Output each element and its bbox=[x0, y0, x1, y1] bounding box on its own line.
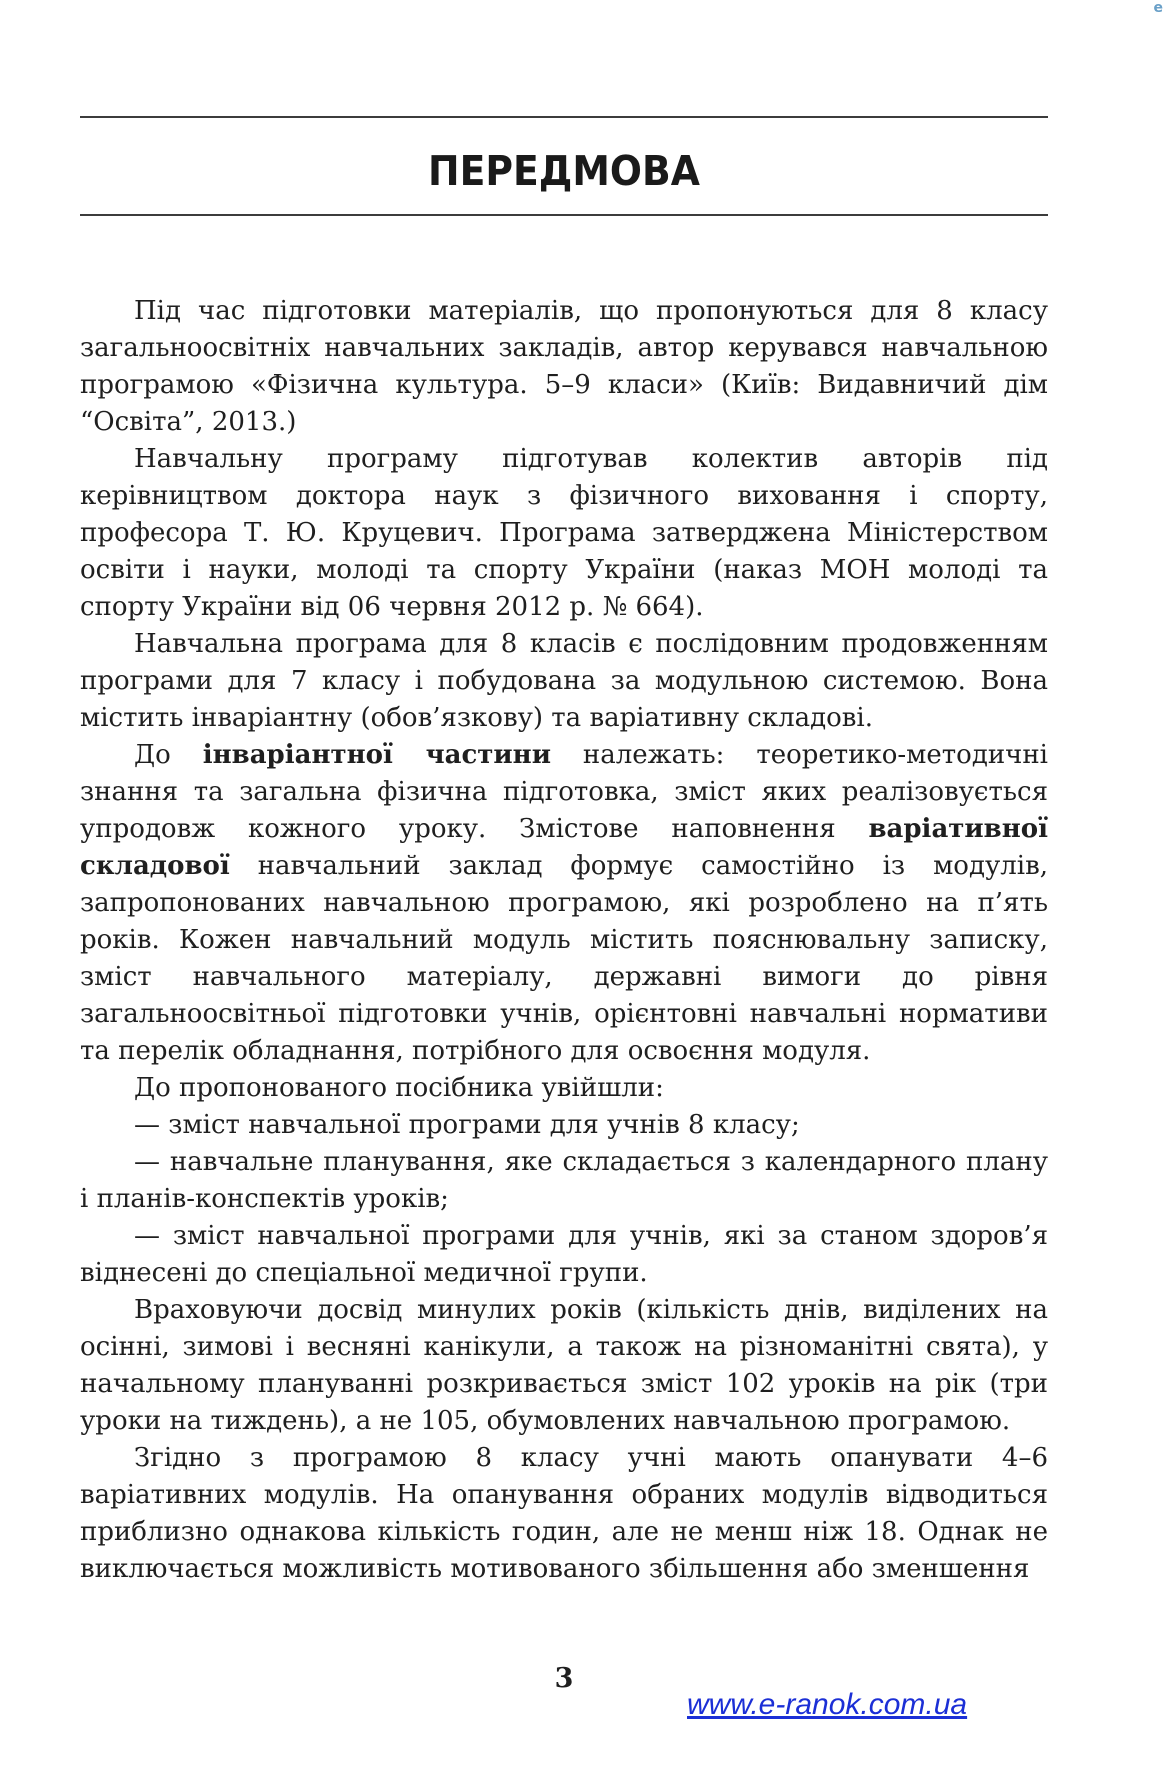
paragraph-4-text-2: належать: теоретико-методичні знання та загальна фізична підготовка, зміст яких реалізовується упродовж кожного уроку. Змістове наповнення bbox=[80, 740, 1048, 844]
paragraph-4-text-3: навчальний заклад формує самостійно із модулів, запропонованих навчальною програмою, які розроблено на п’ять років. Кожен навчальний модуль містить пояснювальну записку, зміст навчального матеріалу, державні вимоги до рівня загальноосвітньої підготовки учнів, орієнтовні навчальні нормативи та перелік обладнання, потрібного для освоєння модуля. bbox=[80, 851, 1048, 1066]
top-rule bbox=[80, 116, 1048, 118]
body-text bbox=[80, 293, 1048, 1588]
paragraph-7: Згідно з програмою 8 класу учні мають опанувати 4–6 варіативних модулів. На опанування обраних модулів відводиться приблизно однакова кількість годин, але не менш ніж 18. Однак не виключається можливість мотивованого збільшення або зменшення bbox=[80, 1443, 1048, 1584]
paragraph-4 bbox=[80, 737, 1048, 1070]
invariant-part-term: інваріантної частини bbox=[202, 740, 551, 770]
page-title: ПЕРЕДМОВА bbox=[428, 147, 700, 195]
paragraph-5: До пропонованого посібника увійшли: bbox=[134, 1073, 664, 1103]
paragraph-3: Навчальна програма для 8 класів є послідовним продовженням програми для 7 класу і побудована за модульною системою. Вона містить інваріантну (обов’язкову) та варіативну складові. bbox=[80, 629, 1048, 733]
paragraph-1: Під час підготовки матеріалів, що пропонуються для 8 класу загальноосвітніх навчальних закладів, автор керувався навчальною програмою «Фізична культура. 5–9 класи» (Київ: Видавничий дім “Освіта”, 2013.) bbox=[80, 296, 1048, 437]
title-underline-rule bbox=[80, 214, 1048, 216]
corner-mark: e bbox=[1153, 0, 1163, 16]
list-item: — зміст навчальної програми для учнів 8 класу; bbox=[134, 1110, 800, 1140]
publisher-url-link[interactable]: www.e-ranok.com.ua bbox=[687, 1688, 968, 1721]
list-item: — зміст навчальної програми для учнів, які за станом здоров’я віднесені до спеціальної медичної групи. bbox=[80, 1221, 1048, 1288]
list-item: — навчальне планування, яке складається з календарного плану і планів-конспектів уроків; bbox=[80, 1147, 1048, 1214]
paragraph-4-text-1: До bbox=[134, 740, 203, 770]
variative-part-term: варіативної складової bbox=[80, 814, 1048, 881]
paragraph-2: Навчальну програму підготував колектив авторів під керівництвом доктора наук з фізичного виховання і спорту, професора Т. Ю. Круцевич. Програма затверджена Міністерством освіти і науки, молоді та спорту України (наказ МОН молоді та спорту України від 06 червня 2012 р. № 664). bbox=[80, 444, 1048, 622]
paragraph-6: Враховуючи досвід минулих років (кількість днів, виділених на осінні, зимові і весняні канікули, а також на різноманітні свята), у начальному плануванні розкривається зміст 102 уроків на рік (три уроки на тиждень), а не 105, обумовлених навчальною програмою. bbox=[80, 1295, 1048, 1436]
page-number: 3 bbox=[554, 1663, 574, 1694]
